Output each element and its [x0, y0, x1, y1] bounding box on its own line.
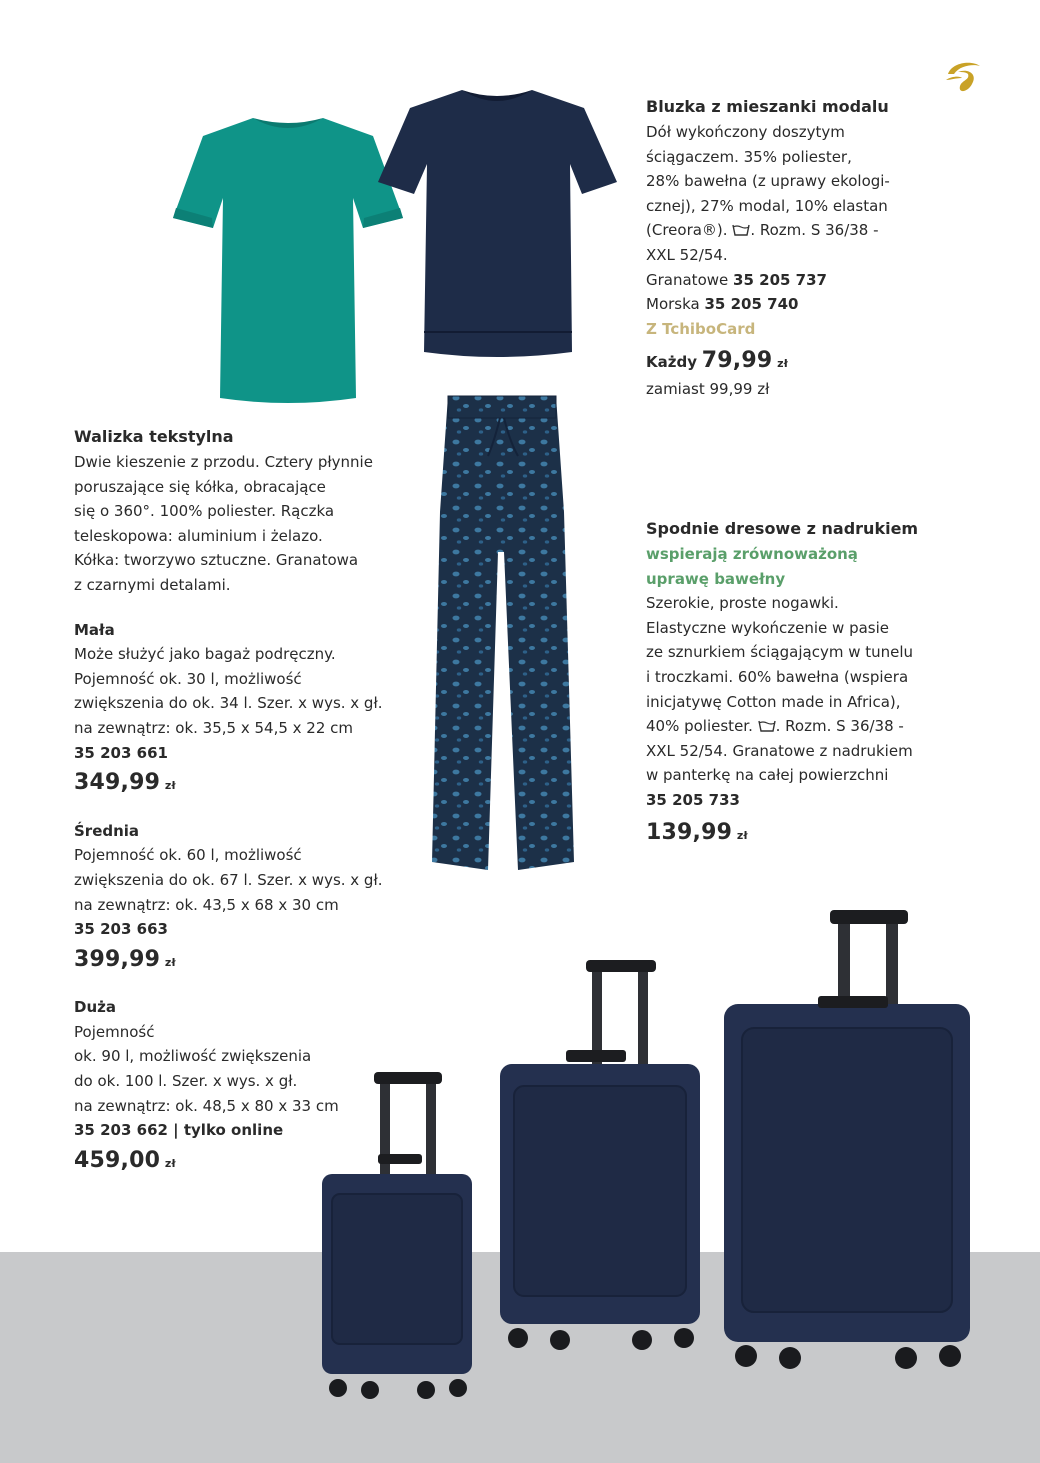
pants-green-line: uprawę bawełny: [646, 569, 786, 588]
article-code: 35 203 663: [74, 920, 168, 939]
currency: zł: [164, 779, 176, 793]
size-line: Może służyć jako bagaż podręczny.: [74, 645, 336, 664]
article-code: 35 205 737: [733, 270, 827, 289]
blouse-price: [646, 349, 946, 377]
pants-line: w panterkę na całej powierzchni: [646, 766, 889, 785]
size-line: zwiększenia do ok. 67 l. Szer. x wys. x gł.: [74, 870, 383, 889]
blouse-line-part: (Creora®).: [646, 221, 728, 240]
blouse-line-part: . Rozm. S 36/38 -: [750, 221, 879, 240]
article-code: 35 203 662 | tylko online: [74, 1121, 284, 1140]
pants-line: inicjatywę Cotton made in Africa),: [646, 692, 901, 711]
suitcase-line: Kółka: tworzywo sztuczne. Granatowa: [74, 551, 359, 570]
price-value: 139,99: [646, 819, 733, 845]
medium-price: [74, 948, 424, 976]
blouse-line: Dół wykończony doszytym: [646, 123, 845, 141]
blouse-color-sea: [646, 292, 946, 317]
size-line: zwiększenia do ok. 34 l. Szer. x wys. x gł.: [74, 694, 383, 713]
blouse-line: 28% bawełna (z uprawy ekologi-: [646, 172, 890, 191]
currency: zł: [164, 955, 176, 969]
washing-care-icon: [758, 720, 776, 732]
pants-description: [646, 516, 976, 848]
suitcase-line: z czarnymi detalami.: [74, 575, 231, 594]
currency: zł: [777, 357, 789, 371]
old-price: zamiast 99,99 zł: [646, 379, 770, 398]
price-value: 349,99: [74, 770, 161, 796]
size-medium-title: Średnia: [74, 821, 140, 840]
pants-line: Szerokie, proste nogawki.: [646, 594, 839, 613]
pants-line-part: . Rozm. S 36/38 -: [775, 717, 904, 736]
price-value: 459,00: [74, 1147, 161, 1173]
pants-line: XXL 52/54. Granatowe z nadrukiem: [646, 741, 913, 760]
pants-line: i troczkami. 60% bawełna (wspiera: [646, 667, 909, 686]
pants-price: [646, 821, 976, 849]
pants-line: Elastyczne wykończenie w pasie: [646, 618, 889, 637]
large-suitcase-image: [720, 908, 976, 1378]
size-line: do ok. 100 l. Szer. x wys. x gł.: [74, 1072, 298, 1091]
color-label: Granatowe: [646, 270, 729, 289]
small-price: [74, 771, 424, 799]
pants-line: ze sznurkiem ściągającym w tunelu: [646, 643, 914, 662]
suitcase-line: się o 360°. 100% poliester. Rączka: [74, 502, 335, 521]
blouse-title: Bluzka z mieszanki modalu: [646, 97, 889, 116]
pants-green-line: wspierają zrównoważoną: [646, 545, 858, 563]
blouse-description: [646, 94, 946, 402]
size-line: Pojemność ok. 30 l, możliwość: [74, 669, 302, 688]
pants-line: [646, 714, 976, 739]
blouse-line: XXL 52/54.: [646, 245, 728, 264]
pants-title: Spodnie dresowe z nadrukiem: [646, 519, 919, 538]
currency: zł: [736, 828, 748, 842]
article-code: 35 205 740: [704, 295, 799, 314]
suitcase-line: Dwie kieszenie z przodu. Cztery płynnie: [74, 453, 373, 471]
blouse-line: ściągaczem. 35% poliester,: [646, 147, 852, 166]
suitcase-description: [74, 424, 424, 1176]
suitcase-title: Walizka tekstylna: [74, 427, 234, 446]
size-line: ok. 90 l, możliwość zwiększenia: [74, 1047, 312, 1066]
blouse-color-navy: [646, 268, 946, 293]
blouse-line: cznej), 27% modal, 10% elastan: [646, 196, 888, 215]
large-price: [74, 1149, 424, 1177]
medium-suitcase-image: [496, 958, 706, 1358]
size-small-title: Mała: [74, 620, 115, 639]
color-label: Morska: [646, 295, 700, 314]
price-value: 399,99: [74, 946, 161, 972]
suitcase-line: teleskopowa: aluminium i żelazo.: [74, 526, 323, 545]
size-line: Pojemność: [74, 1022, 155, 1041]
size-line: na zewnątrz: ok. 43,5 x 68 x 30 cm: [74, 895, 339, 914]
article-code: 35 205 733: [646, 790, 740, 809]
size-line: na zewnątrz: ok. 35,5 x 54,5 x 22 cm: [74, 718, 354, 737]
currency: zł: [164, 1156, 176, 1170]
patterned-pants-image: [428, 392, 576, 874]
blouse-line: [646, 218, 946, 243]
washing-care-icon: [732, 224, 750, 236]
suitcase-line: poruszające się kółka, obracające: [74, 477, 326, 496]
price-prefix: Każdy: [646, 353, 697, 372]
navy-tshirt-image: [372, 82, 622, 362]
size-large-title: Duża: [74, 998, 116, 1017]
size-line: na zewnątrz: ok. 48,5 x 80 x 33 cm: [74, 1096, 339, 1115]
tchibocard-note: Z TchiboCard: [646, 319, 756, 338]
size-line: Pojemność ok. 60 l, możliwość: [74, 846, 302, 865]
price-value: 79,99: [701, 348, 773, 374]
pants-line-part: 40% poliester.: [646, 717, 753, 736]
article-code: 35 203 661: [74, 743, 168, 762]
